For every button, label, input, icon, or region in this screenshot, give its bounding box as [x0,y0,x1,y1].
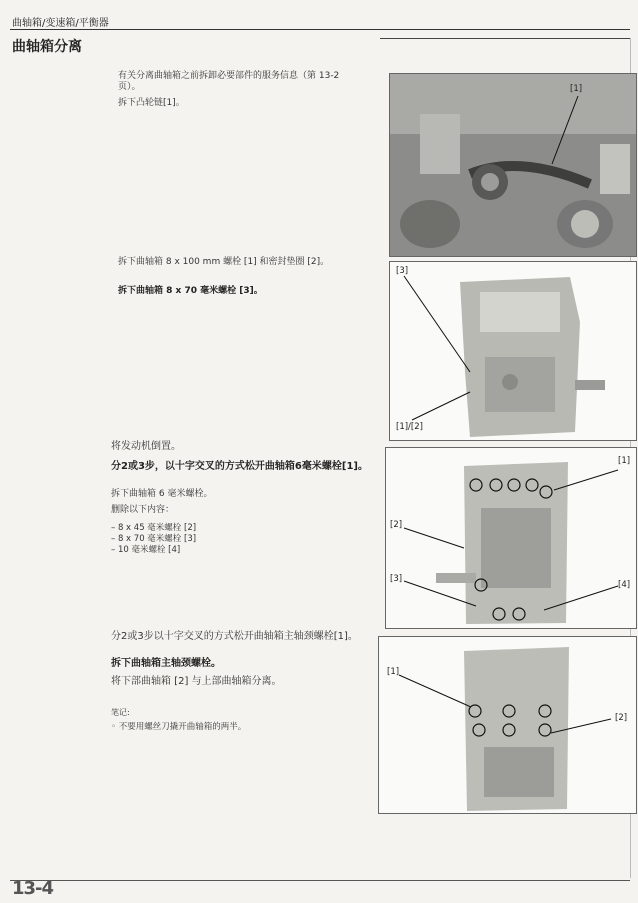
step-separate-crankcase: 将下部曲轴箱 [2] 与上部曲轴箱分离。 [111,676,282,687]
figure-crankcase-inverted [385,447,637,629]
step-remove-journal-bolts: 拆下曲轴箱主轴颈螺栓。 [111,658,221,669]
step-remove-6mm-bolts: 拆下曲轴箱 6 毫米螺栓。 [111,489,213,499]
step-service-info-line2: 页）。 [118,82,141,92]
list-item: – 8 x 45 毫米螺栓 [2] [111,523,197,533]
fig3-label-2: [2] [390,520,403,530]
breadcrumb: 曲轴箱/变速箱/平衡器 [12,18,109,29]
fig3-label-4: [4] [618,580,631,590]
fig2-label-1-2: [1]/[2] [396,422,423,432]
journal-bolts-photo [379,637,636,813]
crankcase-side-photo [390,262,636,440]
crankcase-inverted-photo [386,448,636,628]
step-remove-70mm-bolts: 拆下曲轴箱 8 x 70 毫米螺栓 [3]。 [118,286,263,296]
list-item: – 8 x 70 毫米螺栓 [3] [111,534,197,544]
step-remove-100mm-bolts: 拆下曲轴箱 8 x 100 mm 螺栓 [1] 和密封垫圈 [2]。 [118,257,330,267]
fig4-label-2: [2] [615,713,628,723]
section-title: 曲轴箱分离 [12,39,82,55]
footer-rule [10,880,630,881]
header-rule [10,29,630,30]
step-invert-engine: 将发动机倒置。 [111,441,181,452]
step-loosen-journal-bolts: 分2或3步以十字交叉的方式松开曲轴箱主轴颈螺栓[1]。 [111,631,358,642]
step-service-info-line1: 有关分离曲轴箱之前拆卸必要部件的服务信息（第 13-2 [118,71,340,81]
fig2-label-3: [3] [396,266,409,276]
removal-list [111,523,196,556]
header-rule-right [380,38,630,39]
figure-crankcase-side [389,261,637,441]
figure-journal-bolts [378,636,637,814]
page-number: 13-4 [12,878,54,899]
fig4-label-1: [1] [387,667,400,677]
fig3-label-3: [3] [390,574,403,584]
figure-cam-chain [389,73,637,257]
cam-chain-photo [390,74,636,256]
list-item: – 10 毫米螺栓 [4] [111,545,181,555]
note-text: ◦ 不要用螺丝刀撬开曲轴箱的两半。 [111,722,247,732]
fig3-label-1: [1] [618,456,631,466]
step-loosen-6mm-bolts: 分2或3步，以十字交叉的方式松开曲轴箱6毫米螺栓[1]。 [111,461,368,472]
step-remove-cam-chain: 拆下凸轮链[1]。 [118,98,185,108]
fig1-label-1: [1] [570,84,583,94]
step-remove-following: 删除以下内容： [111,505,175,515]
note-title: 笔记: [111,708,130,717]
